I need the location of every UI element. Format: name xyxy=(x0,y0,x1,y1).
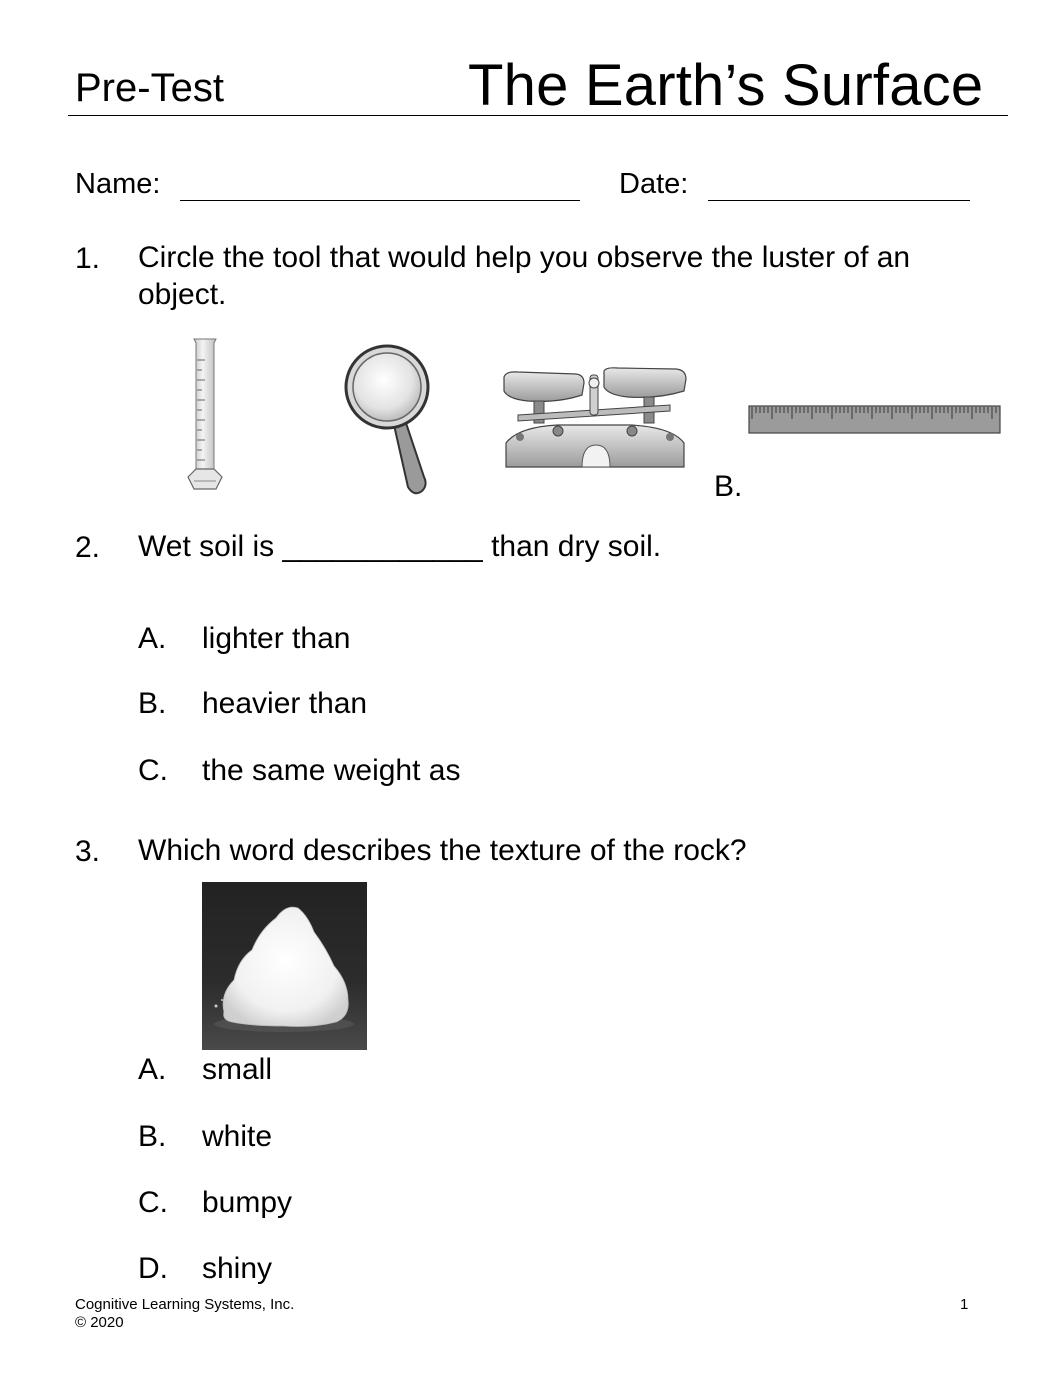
magnifying-glass-icon[interactable] xyxy=(342,335,434,500)
q3-option-b-text[interactable]: white xyxy=(202,1120,273,1153)
question-2-blank[interactable]: ____________ xyxy=(282,530,483,563)
q3-option-c-text[interactable]: bumpy xyxy=(202,1186,293,1219)
question-3-text: Which word describes the texture of the rock? xyxy=(138,834,747,867)
pan-balance-icon[interactable] xyxy=(498,365,690,475)
question-1-line1: Circle the tool that would help you observe the luster of an xyxy=(138,241,911,274)
question-3-number: 3. xyxy=(75,835,101,868)
footer-publisher: Cognitive Learning Systems, Inc. xyxy=(75,1296,295,1313)
name-label: Name: xyxy=(75,168,161,200)
q3-option-a-letter[interactable]: A. xyxy=(138,1053,167,1086)
q3-option-d-letter[interactable]: D. xyxy=(138,1252,168,1285)
q3-option-d-text[interactable]: shiny xyxy=(202,1252,273,1285)
question-2-text xyxy=(138,529,661,565)
name-field[interactable] xyxy=(180,200,580,201)
q2-option-b-letter[interactable]: B. xyxy=(138,687,167,720)
q2-option-a-letter[interactable]: A. xyxy=(138,622,167,655)
pretest-label: Pre-Test xyxy=(75,66,224,110)
question-1-image-label: B. xyxy=(714,470,743,503)
ruler-icon[interactable] xyxy=(748,405,1001,435)
question-2-text-before: Wet soil is xyxy=(138,530,275,563)
question-2-number: 2. xyxy=(75,531,101,564)
q2-option-c-text[interactable]: the same weight as xyxy=(202,754,461,787)
page-title: The Earth’s Surface xyxy=(468,53,984,118)
q3-option-a-text[interactable]: small xyxy=(202,1053,273,1086)
q2-option-c-letter[interactable]: C. xyxy=(138,754,168,787)
q2-option-b-text[interactable]: heavier than xyxy=(202,687,368,720)
q3-option-c-letter[interactable]: C. xyxy=(138,1186,168,1219)
q2-option-a-text[interactable]: lighter than xyxy=(202,622,351,655)
q3-option-b-letter[interactable]: B. xyxy=(138,1120,167,1153)
graduated-cylinder-icon[interactable] xyxy=(180,335,230,495)
rock-photo xyxy=(202,882,367,1050)
header-rule xyxy=(68,115,1008,116)
footer-copyright: © 2020 xyxy=(75,1314,124,1331)
date-label: Date: xyxy=(619,168,689,200)
question-1-line2: object. xyxy=(138,278,227,311)
footer-page-number: 1 xyxy=(960,1296,969,1313)
question-1-number: 1. xyxy=(75,242,101,275)
date-field[interactable] xyxy=(708,200,970,201)
question-2-text-after: than dry soil. xyxy=(491,530,662,563)
